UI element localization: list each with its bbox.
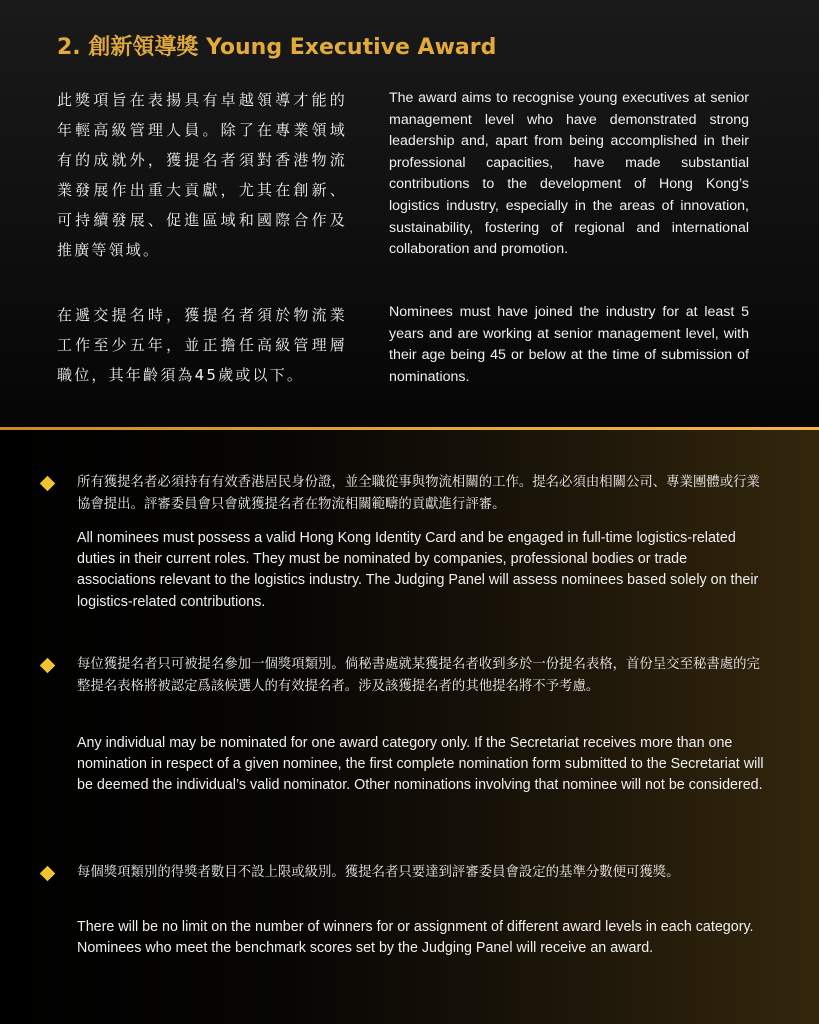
section-title: 2. 創新領導獎 Young Executive Award bbox=[57, 35, 497, 60]
intro-chinese: 此獎項旨在表揚具有卓越領導才能的年輕高級管理人員。除了在專業領域有的成就外，獲提名者須對香港物流業發展作出重大貢獻，尤其在創新、可持續發展、促進區域和國際合作及推廣等領域。 bbox=[57, 91, 347, 259]
rule-1-english: All nominees must possess a valid Hong Kong Identity Card and be engaged in full-time logistics-related duties in their current roles. They must be nominated by companies, professional bodies or trade associations relevant to the logistics industry. The Judging Panel will assess nominees based solely on their logistics-related contributions. bbox=[77, 530, 759, 610]
rule-2-chinese: 每位獲提名者只可被提名參加一個獎項類別。倘秘書處就某獲提名者收到多於一份提名表格，首份呈交至秘書處的完整提名表格將被認定爲該候選人的有效提名者。涉及該獲提名者的其他提名將不予考慮。 bbox=[77, 657, 760, 694]
rule-2-english: Any individual may be nominated for one award category only. If the Secretariat receives more than one nomination in respect of a given nominee, the first complete nomination form submitted to the Secretariat will be deemed the individual’s valid nominator. Other nominations involving that nominee will not be considered. bbox=[77, 735, 764, 794]
intro-english: The award aims to recognise young executives at senior management level who have demonstrated strong leadership and, apart from being accomplished in their professional capacities, have made substantial contributions to the development of Hong Kong’s logistics industry, especially in the areas of innovation, sustainability, fostering of regional and international collaboration and promotion. bbox=[389, 90, 749, 258]
eligibility-english: Nominees must have joined the industry for at least 5 years and are working at senior management level, with their age being 45 or below at the time of submission of nominations. bbox=[389, 304, 749, 385]
rule-3-english: There will be no limit on the number of winners for or assignment of different award levels in each category. Nominees who meet the benchmark scores set by the Judging Panel will receive an award. bbox=[77, 919, 754, 957]
eligibility-chinese: 在遞交提名時，獲提名者須於物流業工作至少五年，並正擔任高級管理層職位，其年齡須為45歲或以下。 bbox=[57, 306, 347, 384]
rule-1-chinese: 所有獲提名者必須持有有效香港居民身份證，並全職從事與物流相關的工作。提名必須由相關公司、專業團體或行業協會提出。評審委員會只會就獲提名者在物流相關範疇的貢獻進行評審。 bbox=[77, 475, 760, 512]
rule-3-chinese: 每個獎項類別的得獎者數目不設上限或級別。獲提名者只要達到評審委員會設定的基準分數便可獲獎。 bbox=[77, 865, 680, 880]
